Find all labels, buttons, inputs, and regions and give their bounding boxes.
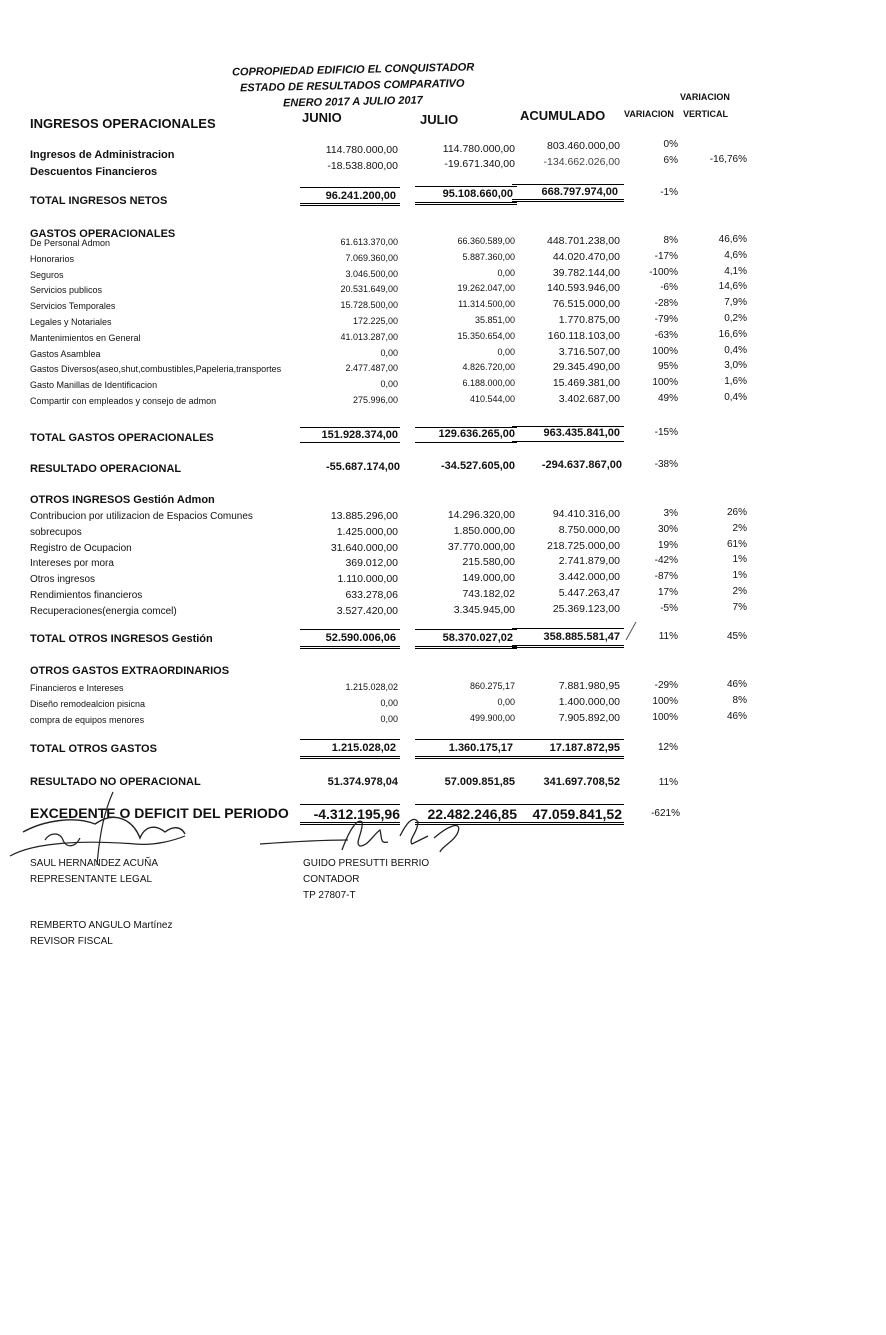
excedente-acum: 47.059.841,52	[532, 806, 622, 822]
cell-julio: 14.296.320,00	[447, 509, 515, 521]
cell-vert: 46%	[726, 711, 747, 722]
total-gastos-junio: 151.928.374,00	[321, 429, 398, 441]
total-otros-gastos-var: 12%	[657, 742, 678, 753]
cell-vert: -16,76%	[709, 154, 747, 165]
total-otros-ingresos-acum: 358.885.581,47	[543, 631, 620, 643]
cell-acum: 44.020.470,00	[552, 250, 620, 263]
total-ingresos-junio: 96.241.200,00	[325, 190, 396, 202]
cell-junio: 1.425.000,00	[336, 525, 398, 538]
cell-julio: 5.887.360,00	[462, 251, 515, 262]
cell-var: 100%	[652, 696, 678, 707]
total-gastos-label: TOTAL GASTOS OPERACIONALES	[30, 432, 214, 444]
cell-var: 19%	[657, 539, 678, 551]
cell-vert: 61%	[726, 538, 747, 550]
total-otros-ingresos-label: TOTAL OTROS INGRESOS Gestión	[30, 633, 213, 645]
cell-vert: 4,1%	[724, 265, 747, 277]
row-label: Seguros	[30, 269, 64, 280]
excedente-label: EXCEDENTE O DEFICIT DEL PERIODO	[30, 805, 289, 821]
cell-junio: 3.527.420,00	[336, 604, 398, 617]
cell-vert: 7%	[732, 601, 747, 613]
total-otros-gastos-junio: 1.215.028,02	[331, 742, 396, 754]
excedente-junio: -4.312.195,96	[313, 806, 400, 822]
cell-vert: 2%	[732, 586, 747, 597]
row-label: Otros ingresos	[30, 574, 96, 586]
total-gastos-julio: 129.636.265,00	[438, 428, 515, 440]
cell-acum: 2.741.879,00	[558, 555, 620, 568]
cell-var: 95%	[657, 361, 678, 373]
cell-julio: 37.770.000,00	[447, 540, 515, 553]
section-otros-gastos: OTROS GASTOS EXTRAORDINARIOS	[30, 665, 230, 677]
cell-vert: 7,9%	[724, 297, 747, 309]
row-label: Mantenimientos en General	[30, 332, 141, 343]
cell-junio: 61.613.370,00	[340, 237, 398, 247]
cell-vert: 3,0%	[724, 360, 747, 372]
row-label: Gastos Asamblea	[30, 348, 101, 359]
cell-var: 100%	[652, 377, 678, 389]
total-otros-gastos-acum: 17.187.872,95	[549, 742, 620, 754]
row-label: Intereses por mora	[30, 558, 114, 570]
cell-vert: 16,6%	[718, 328, 747, 340]
cell-vert: 14,6%	[718, 281, 747, 293]
section-otros-ingresos: OTROS INGRESOS Gestión Admon	[30, 494, 215, 506]
resultado-no-operacional-acum: 341.697.708,52	[543, 776, 620, 788]
cont-role: CONTADOR	[303, 874, 360, 885]
row-label: Recuperaciones(energia comcel)	[30, 605, 177, 617]
cell-junio: 31.640.000,00	[330, 541, 398, 554]
cell-acum: 803.460.000,00	[547, 140, 620, 152]
resultado-operacional-julio: -34.527.605,00	[440, 460, 515, 472]
cell-junio: 114.780.000,00	[325, 144, 398, 156]
resultado-operacional-junio: -55.687.174,00	[325, 461, 400, 473]
cell-acum: 3.716.507,00	[558, 345, 620, 358]
cell-julio: 11.314.500,00	[458, 299, 515, 310]
rev-name: REMBERTO ANGULO Martínez	[30, 920, 173, 931]
cell-junio: 0,00	[380, 698, 398, 708]
cell-var: 100%	[652, 345, 678, 357]
cell-julio: 15.350.654,00	[457, 330, 515, 341]
cell-var: -5%	[660, 602, 678, 614]
row-label: Rendimientos financieros	[30, 590, 143, 601]
cell-acum: -134.662.026,00	[543, 156, 620, 168]
excedente-julio: 22.482.246,85	[427, 806, 517, 822]
cell-vert: 0,2%	[724, 313, 747, 324]
cell-julio: 114.780.000,00	[442, 143, 515, 155]
cell-julio: 3.345.945,00	[453, 603, 515, 616]
cell-acum: 7.881.980,95	[558, 680, 620, 692]
cell-junio: 0,00	[380, 347, 398, 358]
total-ingresos-julio: 95.108.660,00	[442, 188, 513, 200]
total-otros-gastos-label: TOTAL OTROS GASTOS	[30, 743, 157, 755]
row-label: Compartir con empleados y consejo de admon	[30, 396, 217, 406]
cell-acum: 218.725.000,00	[547, 539, 620, 552]
cell-junio: 0,00	[380, 714, 398, 724]
cell-junio: 2.477.487,00	[345, 363, 398, 374]
cell-junio: -18.538.800,00	[327, 160, 398, 172]
row-label: Legales y Notariales	[30, 317, 112, 327]
cell-junio: 633.278,06	[345, 589, 398, 601]
cell-acum: 15.469.381,00	[552, 377, 620, 390]
company-name: COPROPIEDAD EDIFICIO EL CONQUISTADOR	[231, 61, 475, 79]
cell-julio: 1.850.000,00	[453, 524, 515, 537]
resultado-no-operacional-julio: 57.009.851,85	[444, 776, 515, 788]
row-label: Honorarios	[30, 253, 75, 264]
cell-var: 6%	[663, 155, 678, 166]
cell-junio: 172.225,00	[352, 316, 398, 326]
cell-acum: 3.442.000,00	[558, 571, 620, 584]
cell-julio: 0,00	[497, 697, 515, 707]
row-label: compra de equipos menores	[30, 715, 145, 725]
cell-junio: 275.996,00	[352, 395, 398, 405]
cell-julio: -19.671.340,00	[444, 158, 515, 170]
resultado-operacional-acum: -294.637.867,00	[541, 459, 622, 471]
cell-vert: 1,6%	[724, 376, 747, 388]
cell-acum: 1.400.000,00	[558, 696, 620, 708]
row-label: Gasto Manillas de Identificacion	[30, 380, 158, 391]
cell-var: 0%	[663, 139, 678, 150]
total-ingresos-var: -1%	[660, 187, 678, 198]
resultado-no-operacional-junio: 51.374.978,04	[327, 776, 398, 788]
resultado-no-operacional-var: 11%	[658, 777, 678, 788]
row-label: Financieros e Intereses	[30, 683, 124, 693]
cell-acum: 160.118.103,00	[547, 329, 620, 342]
cell-julio: 149.000,00	[462, 572, 515, 585]
signature-contador-icon	[258, 810, 468, 860]
rep-name: SAUL HERNANDEZ ACUÑA	[30, 858, 158, 869]
row-label: Servicios publicos	[30, 285, 103, 296]
cell-julio: 0,00	[497, 267, 515, 278]
cell-acum: 1.770.875,00	[558, 314, 620, 326]
cell-acum: 8.750.000,00	[558, 523, 620, 536]
total-otros-ingresos-var: 11%	[658, 631, 678, 642]
report-title: ESTADO DE RESULTADOS COMPARATIVO	[239, 77, 465, 95]
col-vertical: VERTICAL	[683, 109, 728, 119]
resultado-no-operacional-label: RESULTADO NO OPERACIONAL	[30, 776, 201, 788]
cont-name: GUIDO PRESUTTI BERRIO	[303, 858, 430, 869]
cell-vert: 1%	[732, 554, 747, 566]
row-label: sobrecupos	[30, 526, 82, 538]
cell-julio: 66.360.589,00	[457, 236, 515, 246]
cell-junio: 0,00	[380, 379, 398, 390]
cell-julio: 35.851,00	[474, 315, 515, 325]
cell-acum: 140.593.946,00	[547, 282, 620, 295]
cell-julio: 410.544,00	[469, 394, 515, 404]
total-otros-ingresos-julio: 58.370.027,02	[442, 632, 513, 644]
row-label: Diseño remodealcion pisicna	[30, 699, 146, 709]
col-junio: JUNIO	[302, 110, 342, 125]
row-label: Ingresos de Administracion	[30, 149, 175, 161]
cell-var: -6%	[660, 282, 678, 294]
cell-julio: 0,00	[497, 346, 515, 357]
total-otros-ingresos-vert: 45%	[726, 631, 747, 642]
cell-var: -17%	[654, 250, 678, 262]
total-otros-gastos-julio: 1.360.175,17	[448, 742, 513, 754]
cell-junio: 7.069.360,00	[345, 252, 398, 263]
row-label: Descuentos Financieros	[30, 166, 158, 178]
total-ingresos-acum: 668.797.974,00	[541, 186, 618, 198]
cell-vert: 0,4%	[724, 344, 747, 356]
cell-junio: 13.885.296,00	[330, 510, 398, 522]
row-label: Gastos Diversos(aseo,shut,combustibles,Papeleria,transportes	[30, 364, 282, 375]
cell-julio: 19.262.047,00	[457, 283, 515, 294]
cell-var: -28%	[654, 298, 678, 310]
cell-var: 8%	[663, 235, 678, 246]
row-label: Registro de Ocupacion	[30, 542, 132, 554]
cell-var: -100%	[649, 266, 678, 278]
total-ingresos-label: TOTAL INGRESOS NETOS	[30, 195, 168, 207]
cell-vert: 4,6%	[724, 249, 747, 261]
cell-acum: 5.447.263,47	[558, 587, 620, 599]
cell-var: -29%	[654, 680, 678, 691]
resultado-operacional-label: RESULTADO OPERACIONAL	[30, 463, 182, 475]
total-otros-ingresos-junio: 52.590.006,06	[325, 632, 396, 644]
row-label: Servicios Temporales	[30, 301, 116, 312]
cell-acum: 39.782.144,00	[552, 266, 620, 279]
cell-julio: 743.182,02	[462, 588, 515, 600]
cell-acum: 29.345.490,00	[552, 361, 620, 374]
cell-vert: 1%	[732, 570, 747, 582]
cell-acum: 76.515.000,00	[552, 298, 620, 311]
cell-vert: 0,4%	[724, 392, 747, 403]
cell-var: -79%	[654, 314, 678, 325]
cell-var: -87%	[654, 571, 678, 583]
cell-var: 49%	[657, 393, 678, 404]
cell-junio: 41.013.287,00	[340, 331, 398, 342]
cell-julio: 4.826.720,00	[462, 362, 515, 373]
col-julio: JULIO	[420, 112, 459, 127]
cont-tp: TP 27807-T	[303, 890, 356, 901]
total-gastos-var: -15%	[654, 427, 678, 438]
cell-var: 100%	[652, 712, 678, 723]
cell-junio: 20.531.649,00	[340, 284, 398, 295]
cell-var: 3%	[663, 508, 678, 519]
section-gastos: GASTOS OPERACIONALES	[30, 228, 176, 240]
report-period: ENERO 2017 A JULIO 2017	[282, 94, 423, 110]
col-variacion: VARIACION	[624, 109, 674, 119]
col-acumulado: ACUMULADO	[520, 108, 606, 123]
cell-junio: 15.728.500,00	[340, 300, 398, 311]
excedente-var: -621%	[651, 808, 680, 819]
cell-julio: 6.188.000,00	[462, 378, 515, 389]
row-label: De Personal Admon	[30, 238, 111, 248]
cell-julio: 860.275,17	[469, 681, 515, 691]
cell-julio: 215.580,00	[462, 556, 515, 569]
cell-vert: 46%	[726, 679, 747, 690]
cell-junio: 1.215.028,02	[345, 682, 398, 692]
row-label: Contribucion por utilizacion de Espacios Comunes	[30, 511, 253, 522]
col-variacion-top: VARIACION	[680, 92, 730, 102]
cell-acum: 7.905.892,00	[558, 712, 620, 724]
section-ingresos: INGRESOS OPERACIONALES	[30, 116, 216, 131]
rep-role: REPRESENTANTE LEGAL	[30, 874, 153, 885]
rev-role: REVISOR FISCAL	[30, 936, 113, 947]
cell-acum: 94.410.316,00	[552, 508, 620, 520]
cell-junio: 369.012,00	[345, 557, 398, 570]
cell-junio: 3.046.500,00	[345, 268, 398, 279]
cell-vert: 2%	[732, 522, 747, 534]
cell-vert: 8%	[732, 695, 747, 706]
cell-acum: 3.402.687,00	[558, 393, 620, 405]
resultado-operacional-var: -38%	[654, 459, 678, 470]
cell-var: -63%	[654, 329, 678, 341]
cell-vert: 46,6%	[718, 234, 747, 245]
total-gastos-acum: 963.435.841,00	[543, 427, 620, 439]
cell-acum: 25.369.123,00	[552, 602, 620, 615]
cell-var: 17%	[657, 587, 678, 598]
cell-vert: 26%	[726, 507, 747, 518]
check-mark-icon	[624, 620, 638, 642]
cell-acum: 448.701.238,00	[547, 235, 620, 247]
cell-var: -42%	[654, 555, 678, 567]
cell-julio: 499.900,00	[469, 713, 515, 723]
cell-junio: 1.110.000,00	[337, 573, 398, 586]
cell-var: 30%	[657, 523, 678, 535]
